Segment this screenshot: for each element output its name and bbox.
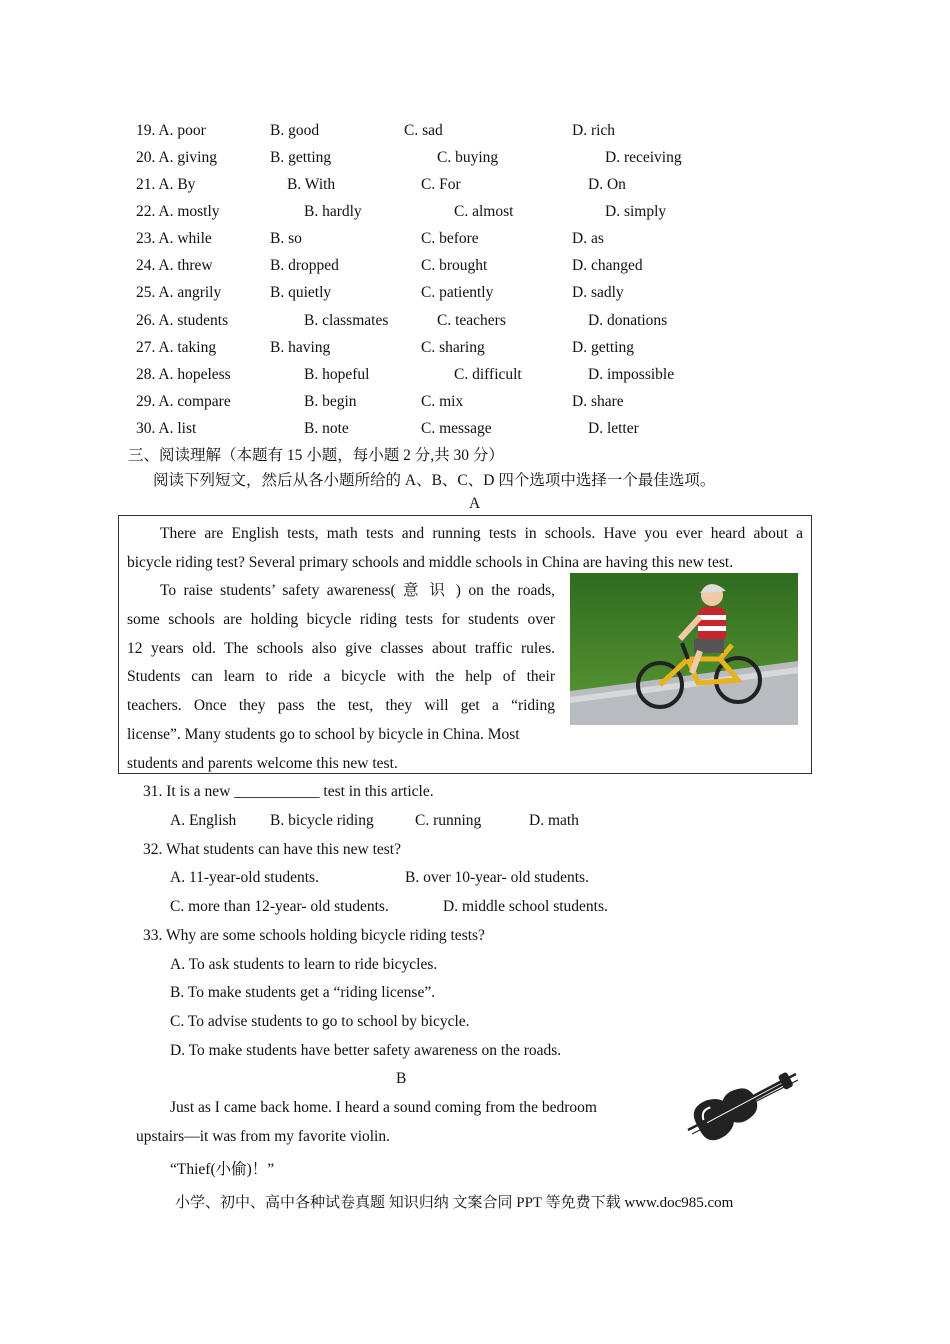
passage-b-line3: “Thief(小偷)！” bbox=[170, 1161, 275, 1178]
passage-a-line: license”. Many students go to school by bicycle in China. Most bbox=[127, 726, 520, 743]
passage-b-label: B bbox=[396, 1070, 407, 1087]
option-d: D. simply bbox=[605, 203, 667, 220]
option-b: B. having bbox=[270, 339, 331, 356]
q33-option-a: A. To ask students to learn to ride bicycles. bbox=[170, 956, 438, 973]
option-c: C. teachers bbox=[437, 312, 506, 329]
option-c: C. patiently bbox=[421, 284, 494, 301]
option-a: 21. A. By bbox=[136, 176, 196, 193]
cloze-row bbox=[0, 366, 950, 388]
option-a: 29. A. compare bbox=[136, 393, 231, 410]
option-c: C. before bbox=[421, 230, 479, 247]
option-b: B. begin bbox=[304, 393, 357, 410]
q32-option-a: A. 11-year-old students. bbox=[170, 869, 319, 886]
option-d: D. letter bbox=[588, 420, 639, 437]
option-d: D. share bbox=[572, 393, 624, 410]
q31-option-b: B. bicycle riding bbox=[270, 812, 374, 829]
option-b: B. getting bbox=[270, 149, 332, 166]
passage-b-line1: Just as I came back home. I heard a sound coming from the bedroom bbox=[170, 1099, 597, 1116]
cloze-row bbox=[0, 312, 950, 334]
option-a: 27. A. taking bbox=[136, 339, 217, 356]
cloze-row bbox=[0, 393, 950, 415]
cloze-row bbox=[0, 203, 950, 225]
page-footer: 小学、初中、高中各种试卷真题 知识归纳 文案合同 PPT 等免费下载 www.doc985.com bbox=[175, 1195, 734, 1211]
passage-a-line: teachers. Once they pass the test, they will get a “riding bbox=[127, 697, 555, 715]
option-d: D. receiving bbox=[605, 149, 682, 166]
option-c: C. sharing bbox=[421, 339, 485, 356]
cloze-row bbox=[0, 339, 950, 361]
cloze-row bbox=[0, 122, 950, 144]
option-b: B. classmates bbox=[304, 312, 389, 329]
option-b: B. hopeful bbox=[304, 366, 370, 383]
option-d: D. changed bbox=[572, 257, 643, 274]
cloze-row bbox=[0, 284, 950, 306]
option-b: B. good bbox=[270, 122, 320, 139]
option-b: B. note bbox=[304, 420, 349, 437]
question-31: 31. It is a new ___________ test in this article. bbox=[143, 783, 434, 800]
q32-option-d: D. middle school students. bbox=[443, 898, 608, 915]
option-c: C. difficult bbox=[454, 366, 522, 383]
passage-a-line1: There are English tests, math tests and running tests in schools. Have you ever heard about a bbox=[160, 525, 803, 542]
option-a: 25. A. angrily bbox=[136, 284, 222, 301]
option-d: D. impossible bbox=[588, 366, 675, 383]
option-a: 23. A. while bbox=[136, 230, 212, 247]
option-c: C. buying bbox=[437, 149, 499, 166]
passage-a-line: 12 years old. The schools also give classes about traffic rules. bbox=[127, 639, 555, 657]
passage-a-line: some schools are holding bicycle riding tests for students over bbox=[127, 610, 555, 628]
option-c: C. brought bbox=[421, 257, 488, 274]
option-b: B. quietly bbox=[270, 284, 332, 301]
option-c: C. message bbox=[421, 420, 492, 437]
option-a: 28. A. hopeless bbox=[136, 366, 231, 383]
option-b: B. With bbox=[287, 176, 336, 193]
q31-option-c: C. running bbox=[415, 812, 482, 829]
option-b: B. so bbox=[270, 230, 302, 247]
q33-option-b: B. To make students get a “riding license”. bbox=[170, 984, 436, 1001]
option-d: D. On bbox=[588, 176, 626, 193]
passage-a-line: To raise students’ safety awareness( 意 识 ) on the roads, bbox=[160, 582, 555, 599]
option-c: C. sad bbox=[404, 122, 443, 139]
cloze-row bbox=[0, 230, 950, 252]
question-32: 32. What students can have this new test? bbox=[143, 841, 401, 858]
option-a: 26. A. students bbox=[136, 312, 229, 329]
option-b: B. hardly bbox=[304, 203, 362, 220]
child-riding-bicycle-photo bbox=[570, 573, 798, 725]
option-d: D. sadly bbox=[572, 284, 624, 301]
option-b: B. dropped bbox=[270, 257, 339, 274]
option-a: 22. A. mostly bbox=[136, 203, 220, 220]
passage-a-line: students and parents welcome this new test. bbox=[127, 754, 398, 772]
section-heading: 三、阅读理解（本题有 15 小题，每小题 2 分,共 30 分） bbox=[128, 447, 504, 464]
violin-drawing bbox=[682, 1060, 802, 1146]
option-c: C. almost bbox=[454, 203, 514, 220]
q32-option-c: C. more than 12-year- old students. bbox=[170, 898, 389, 915]
option-d: D. donations bbox=[588, 312, 668, 329]
cloze-row bbox=[0, 257, 950, 279]
passage-b-line2: upstairs—it was from my favorite violin. bbox=[136, 1128, 390, 1145]
option-d: D. rich bbox=[572, 122, 616, 139]
q32-option-b: B. over 10-year- old students. bbox=[405, 869, 589, 886]
option-a: 19. A. poor bbox=[136, 122, 206, 139]
cloze-row bbox=[0, 176, 950, 198]
q31-option-d: D. math bbox=[529, 812, 579, 829]
q33-option-c: C. To advise students to go to school by bicycle. bbox=[170, 1013, 470, 1030]
section-instruction: 阅读下列短文，然后从各小题所给的 A、B、C、D 四个选项中选择一个最佳选项。 bbox=[153, 472, 716, 489]
q33-option-d: D. To make students have better safety awareness on the roads. bbox=[170, 1042, 562, 1059]
passage-a-line: Students can learn to ride a bicycle with the help of their bbox=[127, 668, 555, 686]
option-c: C. For bbox=[421, 176, 461, 193]
cloze-row bbox=[0, 420, 950, 442]
passage-a-line2: bicycle riding test? Several primary schools and middle schools in China are having this new test. bbox=[127, 554, 734, 571]
option-a: 20. A. giving bbox=[136, 149, 217, 166]
cloze-row bbox=[0, 149, 950, 171]
option-a: 30. A. list bbox=[136, 420, 197, 437]
passage-a-label: A bbox=[469, 495, 481, 512]
option-d: D. as bbox=[572, 230, 604, 247]
option-c: C. mix bbox=[421, 393, 464, 410]
option-d: D. getting bbox=[572, 339, 634, 356]
q31-option-a: A. English bbox=[170, 812, 237, 829]
option-a: 24. A. threw bbox=[136, 257, 213, 274]
question-33: 33. Why are some schools holding bicycle riding tests? bbox=[143, 927, 485, 944]
